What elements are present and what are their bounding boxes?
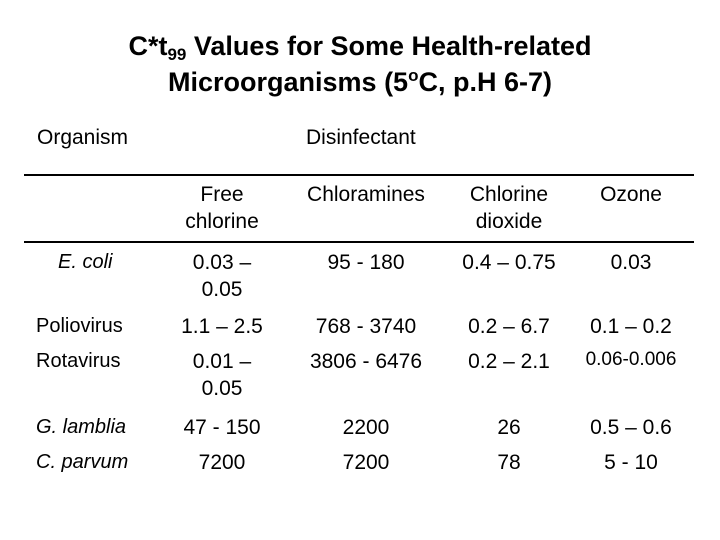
header-disinfectant: Disinfectant <box>306 126 416 149</box>
cell-rotavirus-free-chlorine: 0.01 – 0.05 <box>192 350 252 400</box>
cell-rotavirus-chlorine-dioxide: 0.2 – 2.1 <box>468 350 550 373</box>
cell-ecoli-free-chlorine: 0.03 – 0.05 <box>192 251 252 301</box>
cell-rotavirus-chloramines: 3806 - 6476 <box>309 350 423 373</box>
row-organism-c-parvum: C. parvum <box>36 451 129 473</box>
cell-g-lamblia-chlorine-dioxide: 26 <box>497 416 521 439</box>
cell-ecoli-chloramines: 95 - 180 <box>327 251 405 274</box>
cell-ecoli-ozone: 0.03 <box>610 251 652 274</box>
title-line-1: $C*t_{99}$ Values for Some Health-related <box>128 31 592 64</box>
cell-ecoli-chlorine-dioxide: 0.4 – 0.75 <box>462 251 556 274</box>
cell-c-parvum-chloramines: 7200 <box>342 451 390 474</box>
header-divider <box>24 174 694 176</box>
cell-c-parvum-ozone: 5 - 10 <box>604 451 658 474</box>
cell-poliovirus-free-chlorine: 1.1 – 2.5 <box>181 315 263 338</box>
row-organism-poliovirus: Poliovirus <box>36 315 123 337</box>
cell-c-parvum-chlorine-dioxide: 78 <box>497 451 521 474</box>
header-organism: Organism <box>37 126 129 149</box>
cell-poliovirus-chloramines: 768 - 3740 <box>315 315 417 338</box>
row-organism-ecoli: E. coli <box>58 251 113 273</box>
col-header-ozone: Ozone <box>600 183 662 206</box>
cell-c-parvum-free-chlorine: 7200 <box>198 451 246 474</box>
cell-g-lamblia-free-chlorine: 47 - 150 <box>183 416 261 439</box>
title-line-2: Microorganisms (5$^o$C, p.H 6-7) <box>168 66 552 97</box>
column-header-divider <box>24 241 694 243</box>
col-header-chloramines: Chloramines <box>307 183 425 206</box>
cell-poliovirus-chlorine-dioxide: 0.2 – 6.7 <box>468 315 550 338</box>
row-organism-rotavirus: Rotavirus <box>36 350 121 372</box>
col-header-free-chlorine: Free chlorine <box>185 183 259 233</box>
cell-poliovirus-ozone: 0.1 – 0.2 <box>590 315 672 338</box>
cell-rotavirus-ozone: 0.06-0.006 <box>585 349 677 370</box>
cell-g-lamblia-chloramines: 2200 <box>342 416 390 439</box>
col-header-chlorine-dioxide: Chlorine dioxide <box>469 183 549 233</box>
row-organism-g-lamblia: G. lamblia <box>36 416 127 438</box>
slide-title <box>0 28 720 100</box>
cell-g-lamblia-ozone: 0.5 – 0.6 <box>590 416 672 439</box>
